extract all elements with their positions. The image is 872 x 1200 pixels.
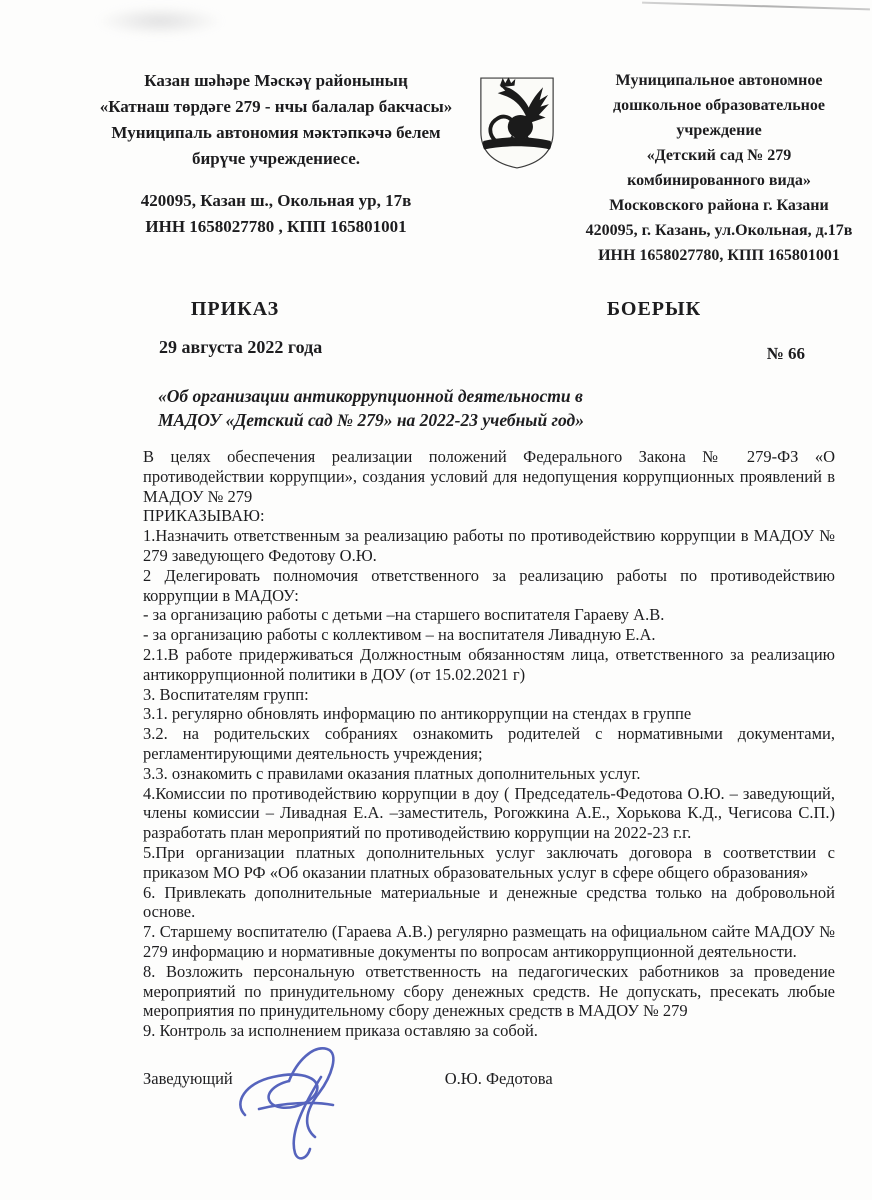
emblem-container	[462, 68, 572, 268]
subject-line: МАДОУ «Детский сад № 279» на 2022-23 учебный год»	[158, 410, 584, 430]
order-paragraph: 3. Воспитателям групп:	[143, 684, 309, 704]
org-address-line: ИНН 1658027780 , КПП 165801001	[145, 217, 407, 236]
org-name-line: Московского района г. Казани	[609, 197, 829, 214]
subject-line: «Об организации антикоррупционной деятельности в	[158, 386, 583, 406]
order-paragraph: - за организацию работы с коллективом – на воспитателя Ливадную Е.А.	[143, 625, 656, 645]
order-number: № 66	[766, 344, 805, 363]
order-paragraph: 2.1.В работе придерживаться Должностным обязанностям лица, ответственного за реализацию антикоррупционной политики в ДОУ (от 15.02.2021 г)	[143, 644, 835, 684]
order-paragraph: 5.При организации платных дополнительных услуг заключать договора в соответствии с приказом МО РФ «Об оказании платных образовательных услуг в сфере общего образования»	[143, 842, 835, 882]
handwritten-signature	[229, 1043, 419, 1163]
org-name-line: бирүче учреждениесе.	[191, 149, 361, 168]
doc-type-tatar: БОЕРЫК	[606, 298, 702, 320]
org-name-line: комбинированного вида»	[627, 172, 811, 189]
order-date: 29 августа 2022 года	[159, 337, 323, 357]
order-paragraph: В целях обеспечения реализации положений Федерального Закона № 279-ФЗ «О противодействии коррупции», создания условий для недопущения коррупционных проявлений в МАДОУ № 279	[143, 447, 835, 506]
org-name-line: Муниципальное автономное	[615, 72, 823, 89]
doc-type-russian: ПРИКАЗ	[190, 298, 280, 320]
letterhead-tatar-block	[90, 68, 462, 268]
org-name-line: «Детский сад № 279	[646, 147, 792, 164]
order-paragraph: 3.1. регулярно обновлять информацию по антикоррупции на стендах в группе	[143, 704, 692, 724]
order-paragraph: 2 Делегировать полномочия ответственного за реализацию работы по противодействию коррупции в МАДОУ:	[143, 565, 835, 605]
order-body	[143, 447, 835, 1041]
org-name-line: «Катнаш төрдәге 279 - нчы балалар бакчасы»	[99, 97, 453, 116]
org-name-line: Казан шәһәре Мәскәү районының	[144, 71, 408, 90]
signatory-role: Заведующий	[143, 1068, 233, 1088]
letterhead	[0, 0, 872, 268]
order-paragraph: 9. Контроль за исполнением приказа оставляю за собой.	[143, 1021, 538, 1041]
order-paragraph: 3.3. ознакомить с правилами оказания платных дополнительных услуг.	[143, 763, 641, 783]
document-type-row	[0, 298, 872, 321]
order-subject	[158, 384, 835, 432]
org-address-line: ИНН 1658027780, КПП 165801001	[598, 247, 840, 264]
org-name-line: Муниципаль автономия мәктәпкәчә белем	[111, 123, 441, 142]
order-paragraph: 8. Возложить персональную ответственность на педагогических работников за проведение мероприятий по принудительному сбору денежных средств. Не допускать, пресекать любые мероприятия по принудительному сбору денежных средств в МАДОУ № 279	[143, 961, 835, 1021]
date-number-row	[143, 337, 835, 364]
org-name-line: учреждение	[676, 122, 762, 139]
signature-block	[143, 1069, 835, 1089]
org-address-line: 420095, г. Казань, ул.Окольная, д.17в	[585, 222, 853, 239]
org-address-line: 420095, Казан ш., Окольная ур, 17в	[140, 191, 412, 210]
letterhead-russian-block	[572, 68, 866, 268]
org-address-block	[90, 188, 462, 240]
signatory-name: О.Ю. Федотова	[444, 1068, 553, 1088]
order-paragraph: 1.Назначить ответственным за реализацию работы по противодействию коррупции в МАДОУ № 279 заведующего Федотову О.Ю.	[143, 526, 835, 565]
kazan-coat-of-arms-icon	[475, 74, 559, 172]
order-paragraph: 3.2. на родительских собраниях ознакомить родителей с нормативными документами, регламентирующими деятельность учреждения;	[143, 724, 835, 763]
scan-smudge-artifact	[96, 6, 224, 36]
order-paragraph: ПРИКАЗЫВАЮ:	[143, 506, 265, 526]
org-name-line: дошкольное образовательное	[613, 97, 825, 114]
order-paragraph: - за организацию работы с детьми –на старшего воспитателя Гараеву А.В.	[143, 605, 665, 625]
order-paragraph: 6. Привлекать дополнительные материальные и денежные средства только на добровольной основе.	[143, 882, 835, 922]
order-paragraph: 7. Старшему воспитателю (Гараева А.В.) регулярно размещать на официальном сайте МАДОУ № 279 информацию и нормативные документы по вопросам антикоррупционной деятельности.	[143, 922, 835, 961]
order-paragraph: 4.Комиссии по противодействию коррупции в доу ( Председатель-Федотова О.Ю. – заведующий, члены комиссии – Ливадная Е.А. –заместитель, Рогожкина А.Е., Хорькова К.Д., Чегисова С.П.) разработать план мероприятий по противодействию коррупции на 2022-23 г.г.	[143, 783, 835, 843]
